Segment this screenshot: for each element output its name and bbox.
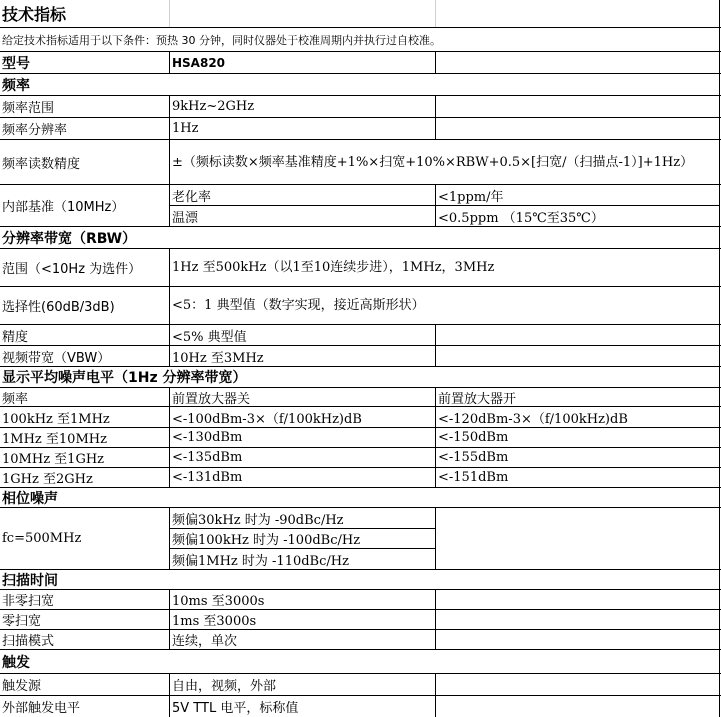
intro-row xyxy=(0,28,721,52)
value: 1Hz 至500kHz（以1至10连续步进），1MHz，3MHz xyxy=(172,260,495,275)
freq: 10MHz 至1GHz xyxy=(2,452,105,467)
row-sweep-zero xyxy=(0,610,721,630)
row-rbw-vbw xyxy=(0,346,721,367)
label: 零扫宽 xyxy=(2,614,42,629)
title-row xyxy=(0,0,721,28)
row-freq-reference xyxy=(0,185,721,227)
section-title: 频率 xyxy=(2,77,30,94)
label: 视频带宽（VBW） xyxy=(2,350,111,366)
preamp-on: <-151dBm xyxy=(438,470,509,485)
freq: 1GHz 至2GHz xyxy=(2,472,93,487)
phase-noise-item xyxy=(170,549,435,569)
section-rbw xyxy=(0,227,721,249)
label: 频率读数精度 xyxy=(2,156,81,172)
label: 非零扫宽 xyxy=(2,594,55,609)
section-title: 相位噪声 xyxy=(2,490,58,507)
aging-value: <1ppm/年 xyxy=(438,189,504,205)
preamp-off-header: 前置放大器关 xyxy=(172,391,251,406)
item-text: 频偏1MHz 时为 -110dBc/Hz xyxy=(172,553,349,569)
temp-label: 温漂 xyxy=(172,210,199,226)
model-row xyxy=(0,52,721,74)
value: 10Hz 至3MHz xyxy=(172,350,264,366)
danl-row xyxy=(0,407,721,428)
danl-row xyxy=(0,428,721,448)
section-phase-noise xyxy=(0,488,721,508)
label: fc=500MHz xyxy=(2,531,82,546)
row-trigger-source xyxy=(0,674,721,696)
section-sweep xyxy=(0,570,721,590)
phase-noise-item xyxy=(170,508,435,529)
value: 10ms 至3000s xyxy=(172,594,265,609)
value: ±（频标读数×频率基准精度+1%×扫宽+10%×RBW+0.5×[扫宽/（扫描点-1）]+1Hz） xyxy=(172,154,694,170)
value: 1Hz xyxy=(172,121,199,136)
freq: 1MHz 至10MHz xyxy=(2,432,107,447)
value: <5% 典型值 xyxy=(172,329,247,345)
preamp-on: <-155dBm xyxy=(438,450,509,465)
value: 1ms 至3000s xyxy=(172,614,257,629)
value: 5V TTL 电平，标称值 xyxy=(172,701,299,716)
danl-header-row xyxy=(0,388,721,407)
label: 频率范围 xyxy=(2,101,55,116)
item-text: 频偏30kHz 时为 -90dBc/Hz xyxy=(172,512,344,528)
label: 范围（<10Hz 为选件） xyxy=(2,262,142,277)
section-title: 显示平均噪声电平（1Hz 分辨率带宽） xyxy=(2,370,247,386)
danl-row xyxy=(0,468,721,488)
freq-header: 频率 xyxy=(2,391,29,406)
temp-value: <0.5ppm （15℃至35℃） xyxy=(438,210,604,226)
label: 触发源 xyxy=(2,679,42,694)
preamp-off: <-131dBm xyxy=(172,470,243,485)
row-freq-range xyxy=(0,96,721,118)
intro-note: 给定技术指标适用于以下条件：预热 30 分钟，同时仪器处于校准周期内并执行过自校准。 xyxy=(2,33,441,47)
sub-aging xyxy=(170,185,719,206)
phase-noise-item xyxy=(170,529,435,549)
row-freq-resolution xyxy=(0,118,721,140)
page-title: 技术指标 xyxy=(2,5,67,24)
preamp-on-header: 前置放大器开 xyxy=(438,391,517,406)
sub-temp xyxy=(170,206,719,226)
preamp-off: <-100dBm-3×（f/100kHz)dB xyxy=(172,411,362,427)
aging-label: 老化率 xyxy=(172,189,212,205)
label: 外部触发电平 xyxy=(2,701,81,716)
model-label: 型号 xyxy=(2,55,30,72)
label: 选择性(60dB/3dB) xyxy=(2,300,115,315)
row-sweep-nonzero xyxy=(0,590,721,610)
row-rbw-selectivity xyxy=(0,287,721,325)
section-title: 分辨率带宽（RBW） xyxy=(2,230,137,247)
preamp-on: <-120dBm-3×（f/100kHz)dB xyxy=(438,411,628,427)
label: 频率分辨率 xyxy=(2,123,68,138)
row-freq-readout xyxy=(0,140,721,185)
section-frequency xyxy=(0,74,721,96)
value: <5：1 典型值（数字实现，接近高斯形状） xyxy=(172,298,425,313)
preamp-on: <-150dBm xyxy=(438,430,509,445)
value: 连续，单次 xyxy=(172,634,238,649)
danl-row xyxy=(0,448,721,468)
item-text: 频偏100kHz 时为 -100dBc/Hz xyxy=(172,533,361,548)
label: 内部基准（10MHz） xyxy=(2,200,125,215)
preamp-off: <-135dBm xyxy=(172,450,243,465)
row-sweep-mode xyxy=(0,630,721,650)
label: 扫描模式 xyxy=(2,634,55,649)
section-title: 触发 xyxy=(2,654,30,671)
section-danl xyxy=(0,367,721,388)
row-phase-noise xyxy=(0,508,721,570)
section-trigger xyxy=(0,650,721,674)
freq: 100kHz 至1MHz xyxy=(2,411,110,427)
section-title: 扫描时间 xyxy=(2,572,58,589)
row-rbw-accuracy xyxy=(0,325,721,346)
row-trigger-level xyxy=(0,696,721,717)
model-value: HSA820 xyxy=(172,55,226,70)
label: 精度 xyxy=(2,329,29,345)
value: 自由，视频，外部 xyxy=(172,679,277,694)
value: 9kHz~2GHz xyxy=(172,99,255,114)
preamp-off: <-130dBm xyxy=(172,430,243,445)
row-rbw-range xyxy=(0,249,721,287)
